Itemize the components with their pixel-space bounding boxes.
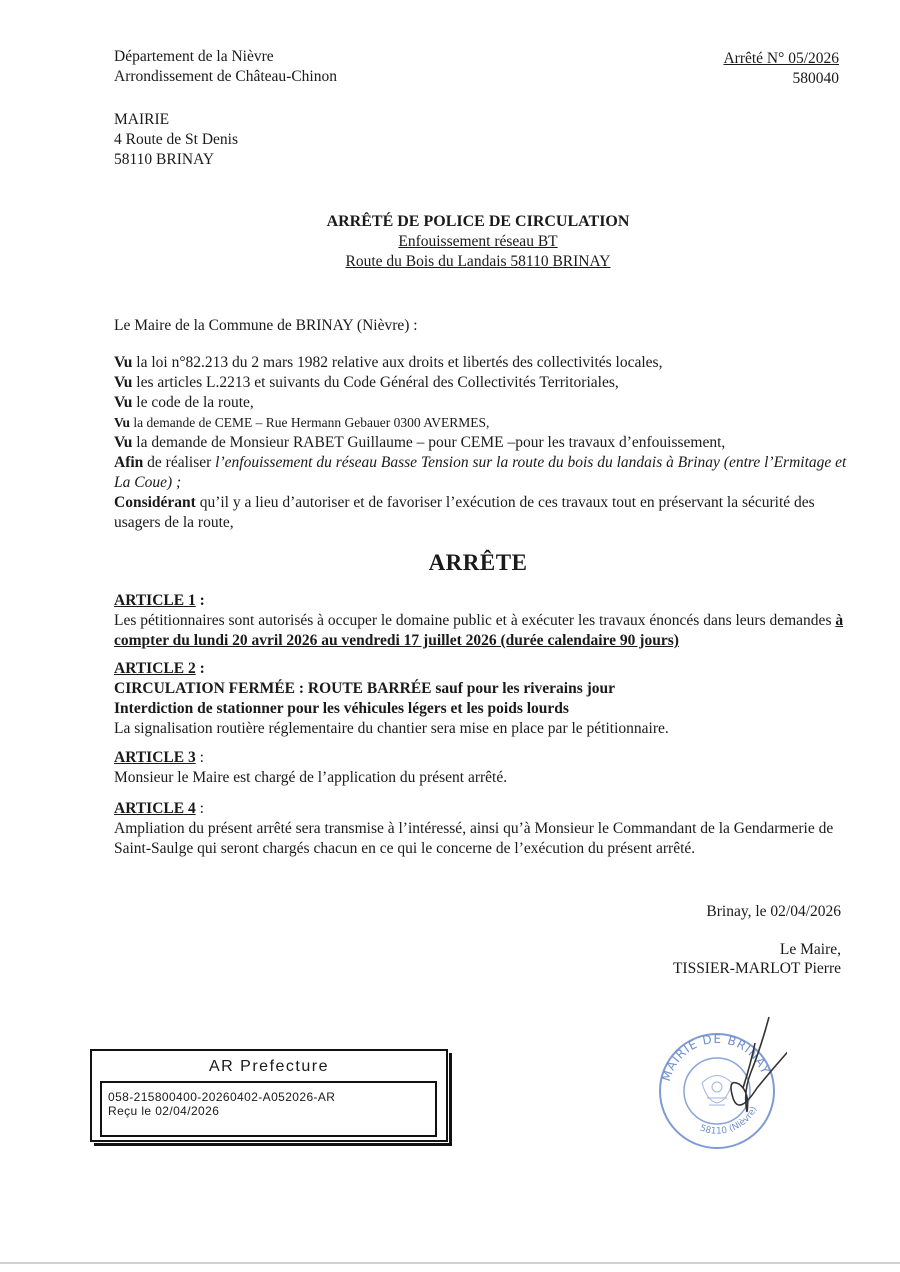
vu-1 — [114, 353, 849, 373]
vu-4 — [114, 413, 849, 433]
mairie-name: MAIRIE — [114, 111, 170, 128]
considerant — [114, 493, 849, 533]
header-left — [114, 47, 337, 87]
considerations — [114, 353, 849, 533]
header-right — [723, 49, 839, 89]
article-1-text: Les pétitionnaires sont autorisés à occuper le domaine public et à exécuter les travaux énoncés dans leurs demandes — [114, 612, 836, 629]
article-3 — [114, 748, 844, 788]
article-2-line-3: La signalisation routière réglementaire du chantier sera mise en place par le pétitionnaire. — [114, 720, 669, 737]
article-4-text: Ampliation du présent arrêté sera transmise à l’intéressé, ainsi qu’à Monsieur le Commandant de la Gendarmerie de Saint-Saulge qui seront chargés chacun en ce qui le concerne de l’exécution du présent arrêté. — [114, 820, 834, 857]
considerant-keyword: Considérant — [114, 494, 196, 511]
article-4 — [114, 799, 844, 859]
vu-3 — [114, 393, 849, 413]
article-2 — [114, 659, 844, 739]
vu-2 — [114, 373, 849, 393]
arrete-heading: ARRÊTE — [428, 550, 528, 575]
afin-keyword: Afin — [114, 454, 144, 471]
stamp-top-text: MAIRIE DE BRINAY — [659, 1031, 773, 1083]
vu-keyword: Vu — [114, 354, 133, 371]
document-title — [0, 212, 900, 272]
ar-prefecture-title: AR Prefecture — [209, 1058, 329, 1075]
signature-name: TISSIER-MARLOT Pierre — [672, 960, 841, 977]
arrete-code: 580040 — [792, 70, 839, 87]
ar-received: Reçu le 02/04/2026 — [108, 1104, 220, 1118]
considerant-text: qu’il y a lieu d’autoriser et de favoriser l’exécution de ces travaux tout en préservant la sécurité des usagers de la route, — [114, 494, 815, 531]
article-2-line-1: CIRCULATION FERMÉE : ROUTE BARRÉE sauf pour les riverains jour — [114, 680, 616, 697]
vu-keyword: Vu — [114, 434, 133, 451]
intro-line: Le Maire de la Commune de BRINAY (Nièvre) : — [114, 317, 418, 334]
ar-prefecture-box — [90, 1049, 448, 1142]
vu-text: la demande de Monsieur RABET Guillaume – pour CEME –pour les travaux d’enfouissement, — [132, 434, 726, 451]
arrete-number: Arrêté N° 05/2026 — [723, 50, 839, 67]
article-4-title: ARTICLE 4 — [114, 800, 196, 817]
title-main: ARRÊTÉ DE POLICE DE CIRCULATION — [326, 213, 630, 230]
ar-prefecture-details — [100, 1081, 437, 1137]
title-subtitle-1: Enfouissement réseau BT — [398, 233, 558, 250]
stamp-seal-icon — [647, 1013, 787, 1153]
article-3-title: ARTICLE 3 — [114, 749, 196, 766]
vu-keyword: Vu — [114, 374, 133, 391]
article-colon: : — [195, 800, 204, 817]
article-2-title: ARTICLE 2 — [114, 660, 196, 677]
article-colon: : — [195, 592, 205, 609]
afin — [114, 453, 849, 493]
mairie-address — [114, 110, 238, 170]
vu-text: le code de la route, — [132, 394, 254, 411]
svg-text:58110 (Nièvre) — [698, 1105, 759, 1137]
article-3-text: Monsieur le Maire est chargé de l’application du présent arrêté. — [114, 769, 508, 786]
mairie-city: 58110 BRINAY — [114, 151, 215, 168]
article-1-dates: à compter du lundi 20 avril 2026 au vendredi 17 juillet 2026 (durée calendaire 90 jours) — [114, 612, 844, 649]
vu-keyword: Vu — [114, 415, 131, 430]
vu-text: les articles L.2213 et suivants du Code Général des Collectivités Territoriales, — [132, 374, 619, 391]
mairie-street: 4 Route de St Denis — [114, 131, 238, 148]
signature-place-date: Brinay, le 02/04/2026 — [706, 903, 841, 920]
vu-5 — [114, 433, 849, 453]
vu-text: la loi n°82.213 du 2 mars 1982 relative aux droits et libertés des collectivités locales, — [132, 354, 663, 371]
article-1 — [114, 591, 844, 651]
article-colon: : — [195, 660, 205, 677]
arrondissement: Arrondissement de Château-Chinon — [114, 68, 337, 85]
article-1-title: ARTICLE 1 — [114, 592, 196, 609]
mairie-stamp — [647, 1013, 787, 1153]
stamp-bottom-text: 58110 (Nièvre) — [698, 1105, 760, 1137]
afin-italic: l’enfouissement du réseau Basse Tension sur la route du bois du landais à Brinay (entre l’Ermitage et La Coue) ; — [114, 454, 847, 491]
title-subtitle-2: Route du Bois du Landais 58110 BRINAY — [345, 253, 611, 270]
vu-keyword: Vu — [114, 394, 133, 411]
ar-reference: 058-215800400-20260402-A052026-AR — [108, 1090, 336, 1104]
article-colon: : — [195, 749, 204, 766]
signature-role: Le Maire, — [779, 941, 841, 958]
vu-text: la demande de CEME – Rue Hermann Gebauer 0300 AVERMES, — [130, 415, 490, 430]
department: Département de la Nièvre — [114, 48, 274, 65]
afin-text: de réaliser — [143, 454, 216, 471]
page-bottom-edge — [0, 1262, 900, 1264]
article-2-line-2: Interdiction de stationner pour les véhicules légers et les poids lourds — [114, 700, 569, 717]
